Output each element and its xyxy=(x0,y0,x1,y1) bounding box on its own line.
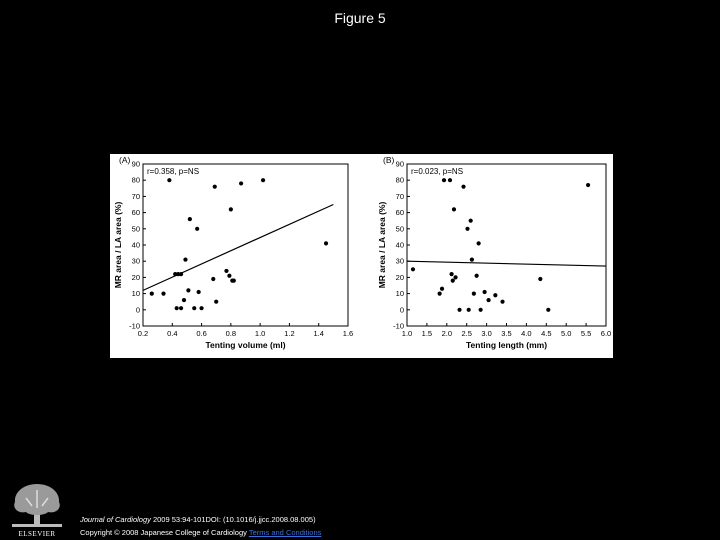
chart-a-ytick-label: 0 xyxy=(135,305,140,315)
chart-b-data-point xyxy=(493,293,497,297)
chart-b-xtick-label: 6.0 xyxy=(600,329,612,338)
chart-a-ytick-label: 30 xyxy=(131,256,140,266)
chart-b-data-point xyxy=(451,279,455,283)
chart-b-data-point xyxy=(467,308,471,312)
chart-b-data-point xyxy=(479,308,483,312)
chart-a-plot-frame xyxy=(143,164,348,326)
chart-b-data-point xyxy=(546,308,550,312)
chart-a-xtick-label: 1.4 xyxy=(313,329,324,338)
chart-a-data-point xyxy=(199,306,203,310)
chart-a-data-point xyxy=(195,227,199,231)
chart-b-xtick-label: 4.0 xyxy=(521,329,532,338)
chart-a-data-point xyxy=(161,292,165,296)
chart-b-xtick-label: 3.0 xyxy=(481,329,492,338)
chart-b-ytick-label: 50 xyxy=(395,224,404,234)
chart-b-x-axis-label: Tenting length (mm) xyxy=(465,340,548,350)
chart-b-data-point xyxy=(483,290,487,294)
chart-a-data-point xyxy=(229,207,233,211)
chart-a-x-axis-label: Tenting volume (ml) xyxy=(205,340,286,350)
journal-name: Journal of Cardiology xyxy=(80,515,151,524)
chart-a-data-point xyxy=(167,178,171,182)
citation-text: 2009 53:94-101DOI: (10.1016/j.jjcc.2008.08.005) xyxy=(150,515,316,524)
chart-b-ytick-label: 30 xyxy=(395,256,404,266)
chart-a-data-point xyxy=(214,300,218,304)
chart-b-data-point xyxy=(538,277,542,281)
chart-b-data-point xyxy=(411,267,415,271)
figure-panel xyxy=(110,154,613,358)
citation-footer xyxy=(80,513,321,539)
chart-b-data-point xyxy=(453,275,457,279)
chart-b-data-point xyxy=(586,183,590,187)
chart-b-xtick-label: 5.5 xyxy=(580,329,592,338)
chart-b-ytick-label: 90 xyxy=(395,159,404,169)
chart-b-data-point xyxy=(486,298,490,302)
citation-line xyxy=(80,513,321,526)
chart-b-xtick-label: 1.5 xyxy=(421,329,433,338)
chart-b-annotation: r=0.023, p=NS xyxy=(411,167,464,176)
chart-b-ytick-label: 0 xyxy=(399,305,404,315)
chart-a-ytick-label: 80 xyxy=(131,175,140,185)
chart-b-data-point xyxy=(465,227,469,231)
chart-a-data-point xyxy=(261,178,265,182)
chart-b-panel-label: (B) xyxy=(383,155,395,165)
slide-title: Figure 5 xyxy=(334,10,386,26)
chart-a-data-point xyxy=(213,185,217,189)
terms-link[interactable]: Terms and Conditions xyxy=(248,528,322,537)
chart-a-xtick-label: 0.2 xyxy=(137,329,149,338)
chart-b-regression-line xyxy=(407,261,606,266)
chart-b-data-point xyxy=(440,287,444,291)
chart-b-data-point xyxy=(448,178,452,182)
chart-b-xtick-label: 2.0 xyxy=(441,329,453,338)
chart-a-xtick-label: 0.4 xyxy=(167,329,178,338)
chart-b-ytick-label: 20 xyxy=(395,272,404,282)
chart-a-data-point xyxy=(188,217,192,221)
chart-b-data-point xyxy=(457,308,461,312)
chart-a-data-point xyxy=(211,277,215,281)
chart-b-data-point xyxy=(470,257,474,261)
chart-a-data-point xyxy=(197,290,201,294)
chart-a-ytick-label: -10 xyxy=(129,321,140,331)
copyright-text: Copyright © 2008 Japanese College of Cardiology xyxy=(80,528,247,537)
chart-a-data-point xyxy=(179,306,183,310)
chart-a-panel-label: (A) xyxy=(119,155,131,165)
chart-b-y-axis-label: MR area / LA area (%) xyxy=(377,201,387,289)
chart-a-data-point xyxy=(183,257,187,261)
chart-a-xtick-label: 1.2 xyxy=(284,329,295,338)
chart-b-xtick-label: 3.5 xyxy=(501,329,512,338)
chart-a-xtick-label: 1.0 xyxy=(254,329,266,338)
chart-a-data-point xyxy=(186,288,190,292)
chart-b-xtick-label: 4.5 xyxy=(541,329,552,338)
chart-b-data-point xyxy=(500,300,504,304)
chart-a-ytick-label: 20 xyxy=(131,272,140,282)
chart-b-data-point xyxy=(469,219,473,223)
chart-a-data-point xyxy=(179,272,183,276)
elsevier-tree-icon xyxy=(6,478,68,530)
chart-b-ytick-label: 80 xyxy=(395,175,404,185)
chart-a-data-point xyxy=(182,298,186,302)
chart-a-annotation: r=0.358, p=NS xyxy=(147,167,200,176)
chart-a-data-point xyxy=(324,241,328,245)
chart-a-ytick-label: 40 xyxy=(131,240,140,250)
chart-b-data-point xyxy=(472,292,476,296)
chart-b-data-point xyxy=(461,185,465,189)
elsevier-wordmark: ELSEVIER xyxy=(18,530,56,538)
chart-a-xtick-label: 0.6 xyxy=(196,329,207,338)
chart-a-data-point xyxy=(239,181,243,185)
chart-a-data-point xyxy=(227,274,231,278)
chart-a-data-point xyxy=(224,269,228,273)
chart-a-ytick-label: 60 xyxy=(131,208,140,218)
chart-b-data-point xyxy=(477,241,481,245)
chart-a-xtick-label: 0.8 xyxy=(225,329,237,338)
chart-b-xtick-label: 2.5 xyxy=(461,329,472,338)
chart-b-ytick-label: 40 xyxy=(395,240,404,250)
chart-a-data-point xyxy=(192,306,196,310)
chart-a-data-point xyxy=(175,306,179,310)
elsevier-logo xyxy=(6,478,68,538)
chart-a-ytick-label: 70 xyxy=(131,191,140,201)
chart-b-data-point xyxy=(442,178,446,182)
chart-b-ytick-label: 60 xyxy=(395,208,404,218)
scatter-figure xyxy=(110,154,613,358)
copyright-line xyxy=(80,526,321,539)
chart-b-ytick-label: 70 xyxy=(395,191,404,201)
chart-a-y-axis-label: MR area / LA area (%) xyxy=(113,201,123,289)
chart-b-ytick-label: -10 xyxy=(393,321,404,331)
chart-b-plot-frame xyxy=(407,164,606,326)
chart-a-ytick-label: 90 xyxy=(131,159,140,169)
chart-a-ytick-label: 50 xyxy=(131,224,140,234)
chart-b-ytick-label: 10 xyxy=(395,289,404,299)
chart-b-data-point xyxy=(452,207,456,211)
chart-a-data-point xyxy=(150,292,154,296)
chart-a-xtick-label: 1.6 xyxy=(342,329,354,338)
chart-a-regression-line xyxy=(143,205,333,291)
chart-a-ytick-label: 10 xyxy=(131,289,140,299)
chart-b-xtick-label: 5.0 xyxy=(560,329,572,338)
chart-b-data-point xyxy=(449,272,453,276)
chart-b-xtick-label: 1.0 xyxy=(401,329,413,338)
chart-a-data-point xyxy=(232,279,236,283)
chart-b-data-point xyxy=(475,274,479,278)
chart-b-data-point xyxy=(438,292,442,296)
